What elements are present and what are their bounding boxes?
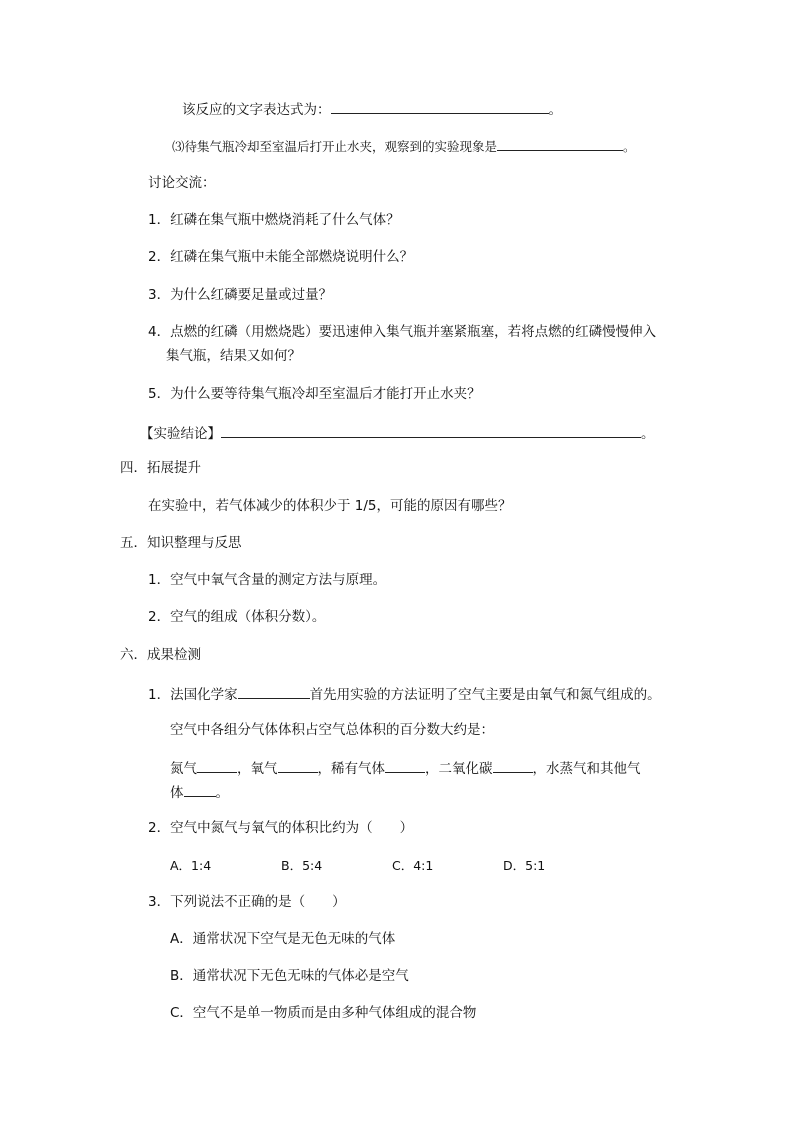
q1-water-label: ，水蒸气和其他气: [532, 761, 641, 777]
q1-oxygen-blank[interactable]: [278, 757, 318, 773]
question-3: 3．下列说法不正确的是（ ）: [148, 894, 346, 910]
q1-last-end: 。: [215, 785, 229, 801]
q1-co2-label: ，二氧化碳: [425, 761, 493, 777]
q1-line2: 空气中各组分气体体积占空气总体积的百分数大约是：: [170, 722, 494, 738]
q2-option-d[interactable]: D．5:1: [503, 858, 546, 873]
reaction-end: 。: [548, 102, 562, 118]
discussion-heading: 讨论交流：: [148, 175, 216, 191]
reaction-equation-line: [182, 98, 562, 120]
reaction-label: 该反应的文字表达式为：: [182, 102, 331, 118]
conclusion-line: [140, 422, 655, 444]
discussion-item-5: 5．为什么要等待集气瓶冷却至室温后才能打开止水夹？: [148, 386, 481, 402]
q1-oxygen-label: ，氧气: [237, 761, 278, 777]
conclusion-label: 【实验结论】: [140, 426, 221, 442]
discussion-item-4: 4．点燃的红磷（用燃烧匙）要迅速伸入集气瓶并塞紧瓶塞，若将点燃的红磷慢慢伸入: [148, 324, 657, 340]
q1-suffix: 首先用实验的方法证明了空气主要是由氧气和氮气组成的。: [309, 687, 661, 703]
discussion-item-1: 1．红磷在集气瓶中燃烧消耗了什么气体？: [148, 212, 400, 228]
section5-heading: 五．知识整理与反思: [120, 535, 242, 551]
q1-other-blank[interactable]: [184, 781, 216, 797]
q2-option-a[interactable]: A．1:4: [170, 858, 212, 873]
q2-option-c[interactable]: C．4:1: [392, 858, 434, 873]
reaction-blank[interactable]: [331, 98, 549, 114]
section5-item-1: 1．空气中氧气含量的测定方法与原理。: [148, 572, 387, 588]
step3-text: ⑶待集气瓶冷却至室温后打开止水夹，观察到的实验现象是: [172, 139, 498, 154]
q1-chemist-blank[interactable]: [238, 683, 310, 699]
step3-blank[interactable]: [497, 135, 623, 151]
q1-last-prefix: 体: [170, 785, 184, 801]
discussion-item-3: 3．为什么红磷要足量或过量？: [148, 287, 333, 303]
conclusion-end: 。: [641, 426, 655, 442]
section4-text: 在实验中，若气体减少的体积少于 1/5，可能的原因有哪些？: [148, 498, 512, 514]
q3-option-a[interactable]: A．通常状况下空气是无色无味的气体: [170, 931, 396, 947]
q1-fill-line-2: [170, 781, 229, 803]
q1-nitrogen-blank[interactable]: [197, 757, 237, 773]
discussion-item-2: 2．红磷在集气瓶中未能全部燃烧说明什么？: [148, 249, 414, 265]
q3-option-c[interactable]: C．空气不是单一物质而是由多种气体组成的混合物: [170, 1005, 477, 1021]
q1-rare-label: ，稀有气体: [317, 761, 385, 777]
discussion-item-4-cont: 集气瓶，结果又如何？: [166, 348, 301, 364]
question-1: [148, 683, 661, 705]
question-2: 2．空气中氮气与氧气的体积比约为（ ）: [148, 820, 414, 836]
step3-line: [172, 135, 636, 157]
conclusion-blank[interactable]: [221, 422, 641, 438]
q1-co2-blank[interactable]: [493, 757, 533, 773]
q1-prefix: 1．法国化学家: [148, 687, 238, 703]
q1-nitrogen-label: 氮气: [170, 761, 197, 777]
section4-heading: 四．拓展提升: [120, 460, 201, 476]
section5-item-2: 2．空气的组成（体积分数）。: [148, 609, 326, 625]
q1-fill-line: [170, 757, 641, 779]
q2-option-b[interactable]: B．5:4: [281, 858, 323, 873]
q3-option-b[interactable]: B．通常状况下无色无味的气体必是空气: [170, 968, 409, 984]
section6-heading: 六．成果检测: [120, 647, 201, 663]
step3-end: 。: [623, 139, 636, 154]
q1-rare-blank[interactable]: [385, 757, 425, 773]
